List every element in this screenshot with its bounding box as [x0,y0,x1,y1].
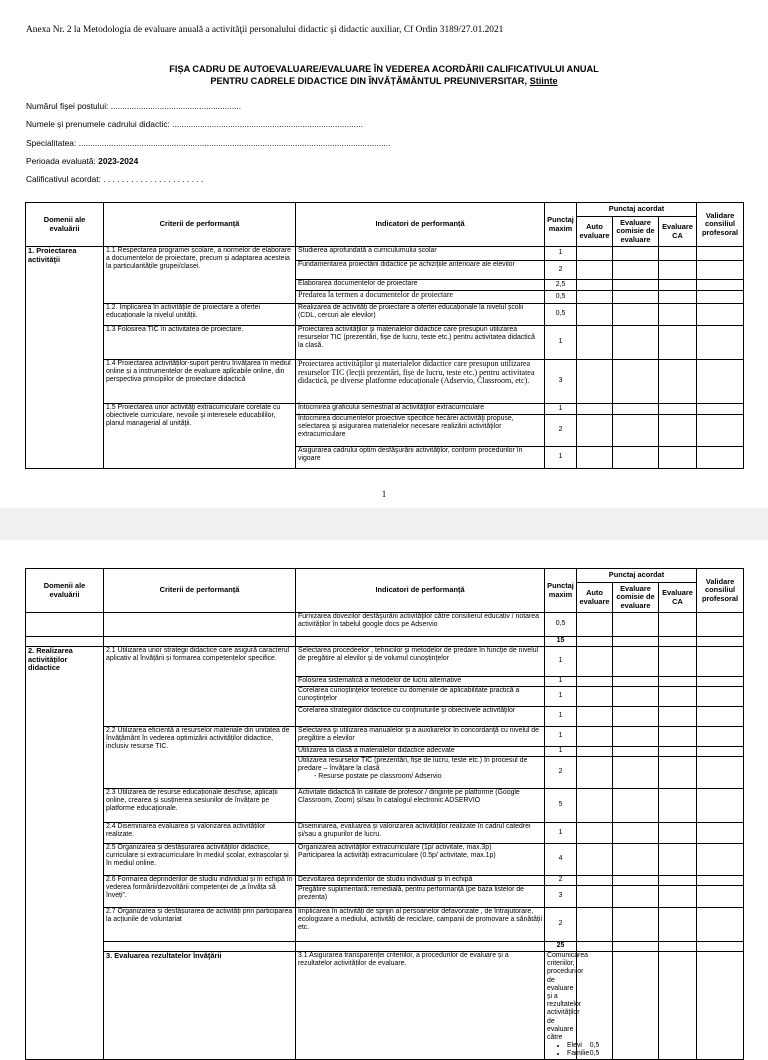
self-eval-input[interactable] [577,757,613,789]
self-eval-input[interactable] [577,326,613,360]
validation-input[interactable] [697,908,744,942]
self-eval-input[interactable] [577,261,613,280]
self-eval-input[interactable] [577,747,613,757]
indicator-cell: Implicarea în activități de sprijin al persoanelor defavorizate , de întrajutorare, ecologizare a mediului, activități de reciclare, campanii de promovare a sănătății etc. [296,908,545,942]
committee-eval-input[interactable] [613,280,659,291]
max-points-cell: 2,5 [545,280,577,291]
max-points-cell: 1 [545,404,577,415]
self-eval-input[interactable] [613,952,659,1060]
document-page-2 [0,540,768,1058]
header-criteria: Criterii de performanță [104,569,296,613]
self-eval-input[interactable] [577,844,613,876]
self-eval-input[interactable] [577,687,613,707]
max-points-cell: 1 [545,707,577,727]
committee-eval-input[interactable] [613,291,659,304]
committee-eval-input[interactable] [613,677,659,687]
ca-eval-input[interactable] [659,823,697,844]
indicator-cell: Întocmirea graficului semestrial al activităţilor extracurriculare [296,404,545,415]
self-eval-input[interactable] [577,415,613,447]
evaluation-table-page2 [25,568,744,1060]
criterion-cell: 2.2 Utilizarea eficientă a resurselor materiale din unitatea de învățământ în vederea optimizării activităților didactice, inclusiv resurse TIC. [104,727,296,789]
teacher-name-field[interactable]: Numele și prenumele cadrului didactic: .................................................................................. [26,119,363,129]
evaluation-table-page1 [25,202,744,469]
validation-input[interactable] [697,360,744,404]
indicator-cell: Selectarea procedeelor , tehnicilor şi metodelor de predare în funcţie de nivelul de pregătire al elevilor şi de volumul cunoştinţelor [296,647,545,677]
indicator-cell: Dezvoltarea deprinderilor de studiu individual și în echipă [296,876,545,886]
indicator-cell [545,952,590,1060]
validation-input[interactable] [697,727,744,747]
ca-eval-input[interactable] [659,404,697,415]
validation-input[interactable] [697,789,744,823]
max-points-cell: 3 [545,360,577,404]
committee-eval-input[interactable] [613,876,659,886]
criterion-cell: 1.3 Folosirea TIC în activitatea de proiectare. [104,326,296,360]
evaluated-period-field [26,156,138,166]
self-eval-input[interactable] [577,291,613,304]
indicator-cell: Selectarea şi utilizarea manualelor şi a auxiliarelor în concordanţă cu nivelul de pregătire a elevilor [296,727,545,747]
ca-eval-input[interactable] [659,876,697,886]
self-eval-input[interactable] [577,404,613,415]
indicator-cell: Diseminarea, evaluarea și valorizarea activităților realizate în cadrul catedrei și/sau a grupurilor de lucru. [296,823,545,844]
validation-input[interactable] [697,677,744,687]
indicator-cell: Întocmirea documentelor proiective specifice fiecărei activităţi propuse, selectarea şi asigurarea materialelor necesare realizării activităţilor extracurriculare [296,415,545,447]
form-title-line1: FIȘA CADRU DE AUTOEVALUARE/EVALUARE ÎN VEDEREA ACORDĂRII CALIFICATIVULUI ANUAL [169,64,599,74]
self-eval-input[interactable] [577,304,613,326]
validation-input[interactable] [697,247,744,261]
max-points-cell: 1 [545,326,577,360]
indicator-cell [296,844,545,876]
grade-dots: . . . . . . . . . . . . . . . . . . . . . . [103,174,204,184]
header-max-points: Punctaj maxim [545,203,577,247]
ca-eval-input[interactable] [659,280,697,291]
ca-eval-input[interactable] [659,886,697,908]
self-eval-input[interactable] [577,789,613,823]
header-committee-eval: Evaluare comisie de evaluare [613,583,659,613]
max-points-cell: 2 [545,908,577,942]
indicator-bullet: • Familie [567,1050,574,1058]
validation-input[interactable] [697,757,744,789]
criterion-cell: 2.4 Diseminarea evaluarea și valorizarea activităților realizate. [104,823,296,844]
max-points-cell: 1 [545,247,577,261]
indicator-cell: Folosirea sistematică a metodelor de lucru alternative [296,677,545,687]
self-eval-input[interactable] [577,447,613,469]
ca-eval-input[interactable] [659,261,697,280]
max-points-cell: 1 [545,447,577,469]
ca-eval-input[interactable] [659,727,697,747]
ca-eval-input[interactable] [659,844,697,876]
ca-eval-input[interactable] [659,447,697,469]
self-eval-input[interactable] [577,727,613,747]
ca-eval-input[interactable] [659,291,697,304]
validation-input[interactable] [697,747,744,757]
validation-input[interactable] [697,447,744,469]
domain-total-cell: 25 [545,942,577,952]
domain-cell [26,613,104,637]
committee-eval-input[interactable] [613,707,659,727]
specialty-field[interactable]: Specialitatea: ...................................................................................................................................... [26,138,391,148]
indicator-cell: Corelarea strategiilor didactice cu conţinuturile şi obiectivele activităţilor [296,707,545,727]
indicator-cell: Studierea aprofundată a curriculumului școlar [296,247,545,261]
validation-input[interactable] [697,707,744,727]
header-indicators: Indicatori de performanță [296,203,545,247]
self-eval-input[interactable] [577,707,613,727]
validation-input[interactable] [697,647,744,677]
header-validation: Validare consiliul profesoral [697,569,744,613]
max-points-cell: 1 [545,647,577,677]
committee-eval-input[interactable] [613,360,659,404]
indicator-cell: Corelarea cunoştinţelor teoretice cu domeniile de aplicabilitate practică a cunoştinţelor [296,687,545,707]
grade-label: Calificativul acordat: [26,174,101,184]
committee-eval-input[interactable] [613,747,659,757]
ca-eval-input[interactable] [659,647,697,677]
committee-eval-input[interactable] [613,415,659,447]
header-domains: Domenii ale evaluării [26,203,104,247]
indicator-text: Utilizarea resurselor TIC (prezentări, fișe de lucru, teste etc.) în procesul de predare – învățare la clasă [298,757,528,773]
form-title-subject: Stiinte [529,76,558,86]
criterion-cell: 2.7 Organizarea și desfășurarea de activități prin participarea la acțiunile de voluntariat [104,908,296,942]
header-validation: Validare consiliul profesoral [697,203,744,247]
period-label: Perioada evaluată: [26,156,96,166]
ca-eval-input[interactable] [659,789,697,823]
criterion-cell: 2.3 Utilizarea de resurse educaționale deschise, aplicații online, crearea și susținerea sesiunilor de învățare pe platforme educaționale. [104,789,296,823]
max-points-cell: 2 [545,261,577,280]
max-points-cell: 5 [545,789,577,823]
indicator-cell: Realizarea de activități de proiectare a ofertei educaționale la nivelul școlii (CDL, cercuri ale elevilor) [296,304,545,326]
indicator-subitem: - Resurse postate pe classroom/ Adservio [314,773,542,781]
committee-eval-input[interactable] [613,757,659,789]
ca-eval-input[interactable] [659,415,697,447]
committee-eval-input[interactable] [613,886,659,908]
max-points-value: 0,5 [589,1042,600,1050]
max-points-cell: 3 [545,886,577,908]
indicator-cell: Proiectarea activităţilor şi materialelor didactice care presupun utilizarea resurselor TIC (lecții prezentări, fișe de lucru, teste etc.) pentru activitatea didactică, pe diverse platforme educaționale (Adservio, Classroom, etc). [296,360,545,404]
validation-input[interactable] [697,886,744,908]
indicator-bullet: • Elevi [567,1042,574,1050]
self-eval-input[interactable] [577,908,613,942]
max-points-cell: 0,5 [545,291,577,304]
indicator-cell: Pregătire suplimentară: remedială, pentru performanță (pe baza listelor de prezenta) [296,886,545,908]
validation-input[interactable] [697,844,744,876]
indicator-cell: Asigurarea cadrului optim desfăşurării activităţilor, conform procedurilor în vigoare [296,447,545,469]
page-number: 1 [381,489,387,499]
self-eval-input[interactable] [577,876,613,886]
page-separator [0,508,768,540]
annex-reference: Anexa Nr. 2 la Metodologia de evaluare anuală a activităţii personalului didactic şi didactic auxiliar, Cf Ordin 3189/27.01.2021 [26,25,504,35]
validation-input[interactable] [697,404,744,415]
validation-input[interactable] [697,261,744,280]
max-points-cell: 1 [545,677,577,687]
validation-input[interactable] [697,687,744,707]
indicator-line: Participarea la activităţi extracurriculare (0.5p/ activitate, max.1p) [298,852,496,860]
self-eval-input[interactable] [577,280,613,291]
validation-input[interactable] [697,823,744,844]
committee-eval-input[interactable] [613,727,659,747]
form-title-line2 [0,76,768,86]
criterion-cell: 1.2. Implicarea în activitățile de proiectare a ofertei educaționale la nivelul unității. [104,304,296,326]
committee-eval-input[interactable] [613,447,659,469]
committee-eval-input[interactable] [613,823,659,844]
indicator-cell: Utilizarea la clasă a materialelor didactice adecvate [296,747,545,757]
header-criteria: Criterii de performanță [104,203,296,247]
validation-input[interactable] [697,304,744,326]
max-points-cell: 2 [545,757,577,789]
criterion-cell: 1.4 Proiectarea activităților-suport pentru învățarea în mediul online și a instrumentelor de evaluare aplicabile online, din perspectiva principiilor de proiectare didactică [104,360,296,404]
criterion-cell: 1.5 Proiectarea unor activităţi extracurriculare corelate cu obiectivele curriculare, nevoile şi interesele educabililor, planul managerial al unităţii. [104,404,296,469]
ca-eval-input[interactable] [659,360,697,404]
indicator-text: Comunicarea criteriilor, procedurilor de evaluare și a rezultatelor activităţilor de evaluare către [547,952,588,1042]
committee-eval-input[interactable] [613,261,659,280]
max-points-cell: 1 [545,687,577,707]
max-points-value: 0,5 [589,1050,600,1058]
committee-eval-input[interactable] [613,789,659,823]
criterion-cell [104,613,296,637]
header-self-eval: Auto evaluare [577,583,613,613]
awarded-grade-field[interactable] [26,174,203,184]
ca-eval-input[interactable] [659,757,697,789]
committee-eval-input[interactable] [613,687,659,707]
criterion-cell: 2.6 Formarea deprinderilor de studiu individual și în echipă în vederea formării/dezvoltării competenței de „a învăța să înveți”. [104,876,296,908]
max-points-cell: 1 [545,727,577,747]
indicator-line: Organizarea activităţilor extracurriculare (1p/ activitate, max.3p) [298,844,492,851]
self-eval-input[interactable] [577,360,613,404]
ca-eval-input[interactable] [659,326,697,360]
form-title-text: PENTRU CADRELE DIDACTICE DIN ÎNVĂȚĂMÂNTUL PREUNIVERSITAR, [210,76,527,86]
max-points-cell: 2 [545,876,577,886]
header-domains: Domenii ale evaluării [26,569,104,613]
indicator-cell: Proiectarea activităţilor şi materialelor didactice care presupun utilizarea resurselor TIC (prezentări, fișe de lucru, teste etc.) pentru activitatea didactică la clasă. [296,326,545,360]
domain-cell: 3. Evaluarea rezultatelor învăţării [104,952,296,1060]
indicator-cell: Activitate didactică în calitate de profesor / diriginte pe platforme (Google Classroom, Zoom) și/sau în catalogul electronic ADSERVIO [296,789,545,823]
ca-eval-input[interactable] [697,952,744,1060]
committee-eval-input[interactable] [613,613,659,637]
indicator-cell: Elaborarea documentelor de proiectare [296,280,545,291]
validation-input[interactable] [697,613,744,637]
committee-eval-input[interactable] [613,908,659,942]
document-page-1 [0,0,768,508]
committee-eval-input[interactable] [613,844,659,876]
self-eval-input[interactable] [577,823,613,844]
committee-eval-input[interactable] [659,952,697,1060]
committee-eval-input[interactable] [613,326,659,360]
header-max-points: Punctaj maxim [545,569,577,613]
ca-eval-input[interactable] [659,687,697,707]
indicator-cell: Furnizarea dovezilor desfăşurării activităţilor către consilierul educativ / notarea activităților în tabelul google docs pe Adservio [296,613,545,637]
header-points-awarded: Punctaj acordat [577,203,697,217]
indicator-cell: Fundamentarea proiectării didactice pe achiziţiile anterioare ale elevilor [296,261,545,280]
ca-eval-input[interactable] [659,908,697,942]
max-points-cell: 1 [545,823,577,844]
criterion-cell: 2.5 Organizarea și desfășurarea activităților didactice, curriculare și extracurriculare în mediul școlar, extrașcolar și în mediul online. [104,844,296,876]
header-committee-eval: Evaluare comisie de evaluare [613,217,659,247]
header-ca-eval: Evaluare CA [659,217,697,247]
header-indicators: Indicatori de performanță [296,569,545,613]
domain-total-cell: 15 [545,637,577,647]
indicator-cell: Predarea la termen a documentelor de proiectare [296,291,545,304]
criterion-cell: 2.1 Utilizarea unor strategii didactice care asigură caracterul aplicativ al învățării și formarea competențelor specifice. [104,647,296,727]
domain-cell: 2. Realizarea activităților didactice [26,647,104,1060]
ca-eval-input[interactable] [659,247,697,261]
self-eval-input[interactable] [577,247,613,261]
committee-eval-input[interactable] [613,404,659,415]
criterion-cell: 1.1 Respectarea programei școlare, a normelor de elaborare a documentelor de proiectare, precum și adaptarea acesteia la particularitățile grupei/clasei. [104,247,296,304]
ca-eval-input[interactable] [659,304,697,326]
self-eval-input[interactable] [577,886,613,908]
ca-eval-input[interactable] [659,707,697,727]
criterion-cell: 3.1 Asigurarea transparenței criteriilor, a procedurilor de evaluare și a rezultatelor activităților de evaluare. [296,952,545,1060]
validation-input[interactable] [697,280,744,291]
max-points-cell: 4 [545,844,577,876]
self-eval-input[interactable] [577,647,613,677]
domain-cell: 1. Proiectarea activităţii [26,247,104,469]
validation-input[interactable] [697,876,744,886]
period-value: 2023-2024 [98,156,139,166]
committee-eval-input[interactable] [613,304,659,326]
indicator-cell [296,757,545,789]
max-points-cell: 1 [545,747,577,757]
validation-input[interactable] [697,291,744,304]
ca-eval-input[interactable] [659,613,697,637]
max-points-cell: 0,5 [545,613,577,637]
validation-input[interactable] [697,326,744,360]
ca-eval-input[interactable] [659,677,697,687]
validation-input[interactable] [697,415,744,447]
max-points-cell: 0,5 [545,304,577,326]
committee-eval-input[interactable] [613,647,659,677]
self-eval-input[interactable] [577,677,613,687]
max-points-cell: 2 [545,415,577,447]
ca-eval-input[interactable] [659,747,697,757]
job-sheet-number-field[interactable]: Numărul fişei postului: ........................................................ [26,101,242,111]
header-self-eval: Auto evaluare [577,217,613,247]
header-points-awarded: Punctaj acordat [577,569,697,583]
self-eval-input[interactable] [577,613,613,637]
header-ca-eval: Evaluare CA [659,583,697,613]
committee-eval-input[interactable] [613,247,659,261]
